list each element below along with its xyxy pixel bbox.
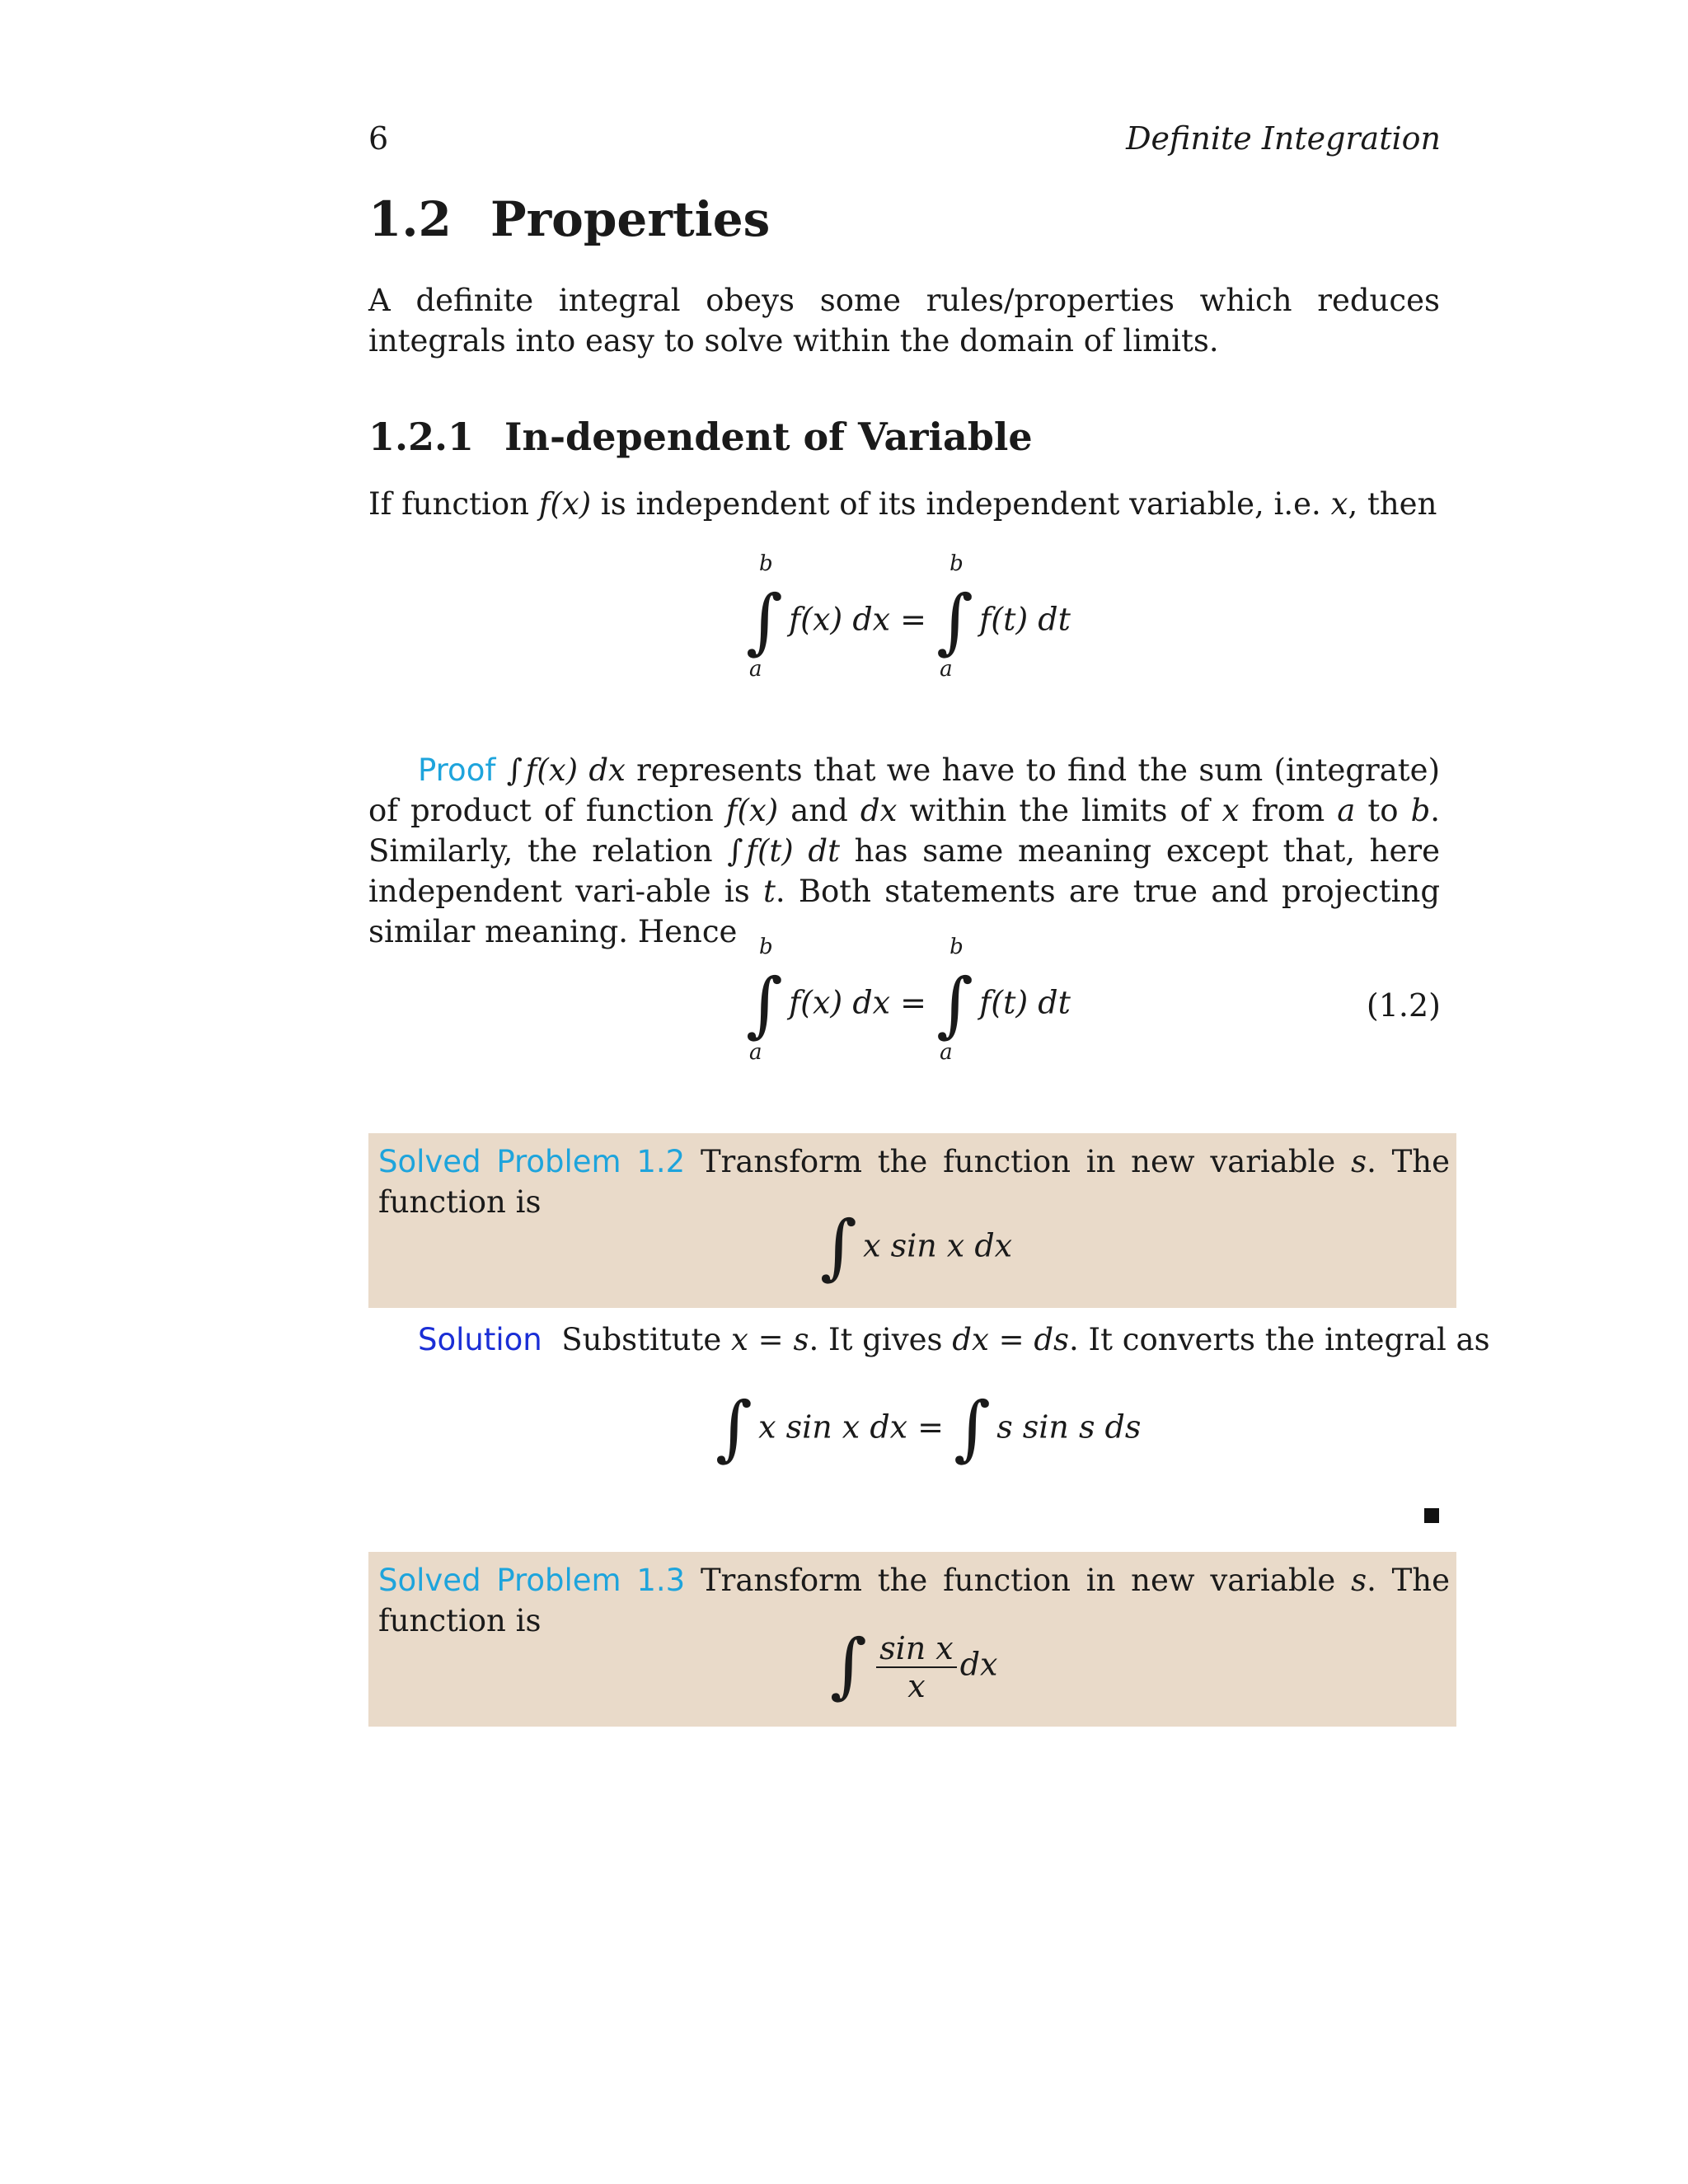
solution-math: x = s xyxy=(731,1322,809,1357)
proof-math: b xyxy=(1410,793,1431,828)
lower-limit: a xyxy=(940,657,953,682)
integral-sign: ∫ xyxy=(715,1387,753,1469)
section-title: Properties xyxy=(490,191,771,247)
section-heading xyxy=(368,191,770,247)
equation-2 xyxy=(746,935,1071,1065)
problem-text: . The function is xyxy=(378,1144,1450,1220)
proof-math: a xyxy=(1337,793,1356,828)
subsection-heading xyxy=(368,415,1033,459)
proof-math: f(x) dx xyxy=(525,752,626,788)
fraction-denominator: x xyxy=(907,1668,926,1704)
solution-text: Substitute xyxy=(561,1322,732,1357)
equation-rhs: s sin s ds xyxy=(996,1408,1142,1446)
solved-problem-box xyxy=(368,1552,1456,1727)
upper-limit: b xyxy=(759,935,773,959)
equation-lhs: f(x) dx = xyxy=(789,601,926,638)
lead-paragraph xyxy=(368,484,1440,524)
proof-text: . Similarly, the relation xyxy=(368,793,1441,869)
proof-text: has same meaning except that, here independent vari-able is xyxy=(368,833,1440,909)
lower-limit: a xyxy=(749,1040,762,1065)
proof-text: . Both statements are true and projecting similar meaning. Hence xyxy=(368,874,1441,949)
intro-paragraph: A definite integral obeys some rules/properties which reduces integrals into easy to solve within the domain of limits. xyxy=(368,283,1440,359)
fraction xyxy=(876,1630,957,1704)
problem-variable: s xyxy=(1351,1563,1367,1598)
lead-math-fx: f(x) xyxy=(538,486,592,522)
solved-problem-box xyxy=(368,1133,1456,1308)
problem-integral xyxy=(830,1624,998,1707)
integral-sign: ∫ b a xyxy=(746,551,783,682)
problem-statement xyxy=(378,1141,1450,1222)
problem-statement xyxy=(378,1560,1450,1641)
lead-text: , then xyxy=(1348,486,1437,522)
integral-sign: ∫ b a xyxy=(746,935,783,1065)
problem-label: Solved Problem 1.3 xyxy=(378,1563,686,1598)
solution-text: . It converts the integral as xyxy=(1069,1322,1490,1357)
differential: dx xyxy=(959,1646,998,1683)
qed-square-icon xyxy=(1424,1508,1439,1523)
proof-text: and xyxy=(778,793,860,828)
integrand: x sin x dx xyxy=(863,1227,1013,1264)
problem-text: . The function is xyxy=(378,1563,1450,1638)
equation-number: (1.2) xyxy=(1366,987,1441,1024)
problem-text: Transform the function in new variable xyxy=(685,1563,1352,1598)
lead-math-x: x xyxy=(1330,486,1348,522)
integral-sign: ∫ b a xyxy=(936,935,973,1065)
problem-label: Solved Problem 1.2 xyxy=(378,1144,686,1179)
proof-label: Proof xyxy=(418,752,496,788)
section-number: 1.2 xyxy=(368,191,452,247)
lead-text: is independent of its independent variable, i.e. xyxy=(591,486,1331,522)
subsection-title: In-dependent of Variable xyxy=(504,415,1033,459)
problem-variable: s xyxy=(1351,1144,1367,1179)
lead-text: If function xyxy=(368,486,539,522)
proof-math: t xyxy=(762,874,776,909)
upper-limit: b xyxy=(950,935,964,959)
integral-sign: ∫ b a xyxy=(936,551,973,682)
subsection-number: 1.2.1 xyxy=(368,415,475,459)
problem-integral xyxy=(820,1206,1013,1288)
proof-text: to xyxy=(1355,793,1411,828)
equation-lhs: f(x) dx = xyxy=(789,984,926,1021)
solution-math: dx = ds xyxy=(952,1322,1070,1357)
proof-math: f(x) xyxy=(725,793,779,828)
proof-text: represents that we have to find the sum (integrate) of product of function xyxy=(368,752,1441,828)
proof-math: dx xyxy=(860,793,898,828)
problem-text: Transform the function in new variable xyxy=(685,1144,1352,1179)
proof-text: from xyxy=(1239,793,1338,828)
proof-text: within the limits of xyxy=(897,793,1222,828)
solution-text: . It gives xyxy=(809,1322,953,1357)
proof-paragraph: Proof ∫ f(x) dx represents that we have to find the sum (integrate) of product of function f(x) and dx within the limits of x from a to b. Similarly, the relation ∫ f(t) dt has same meaning except that, here independent vari-able is t. Both statements are true and projecting similar meaning. Hence xyxy=(368,752,1441,949)
solution-label: Solution xyxy=(418,1322,542,1357)
equation-1 xyxy=(746,551,1071,682)
upper-limit: b xyxy=(759,551,773,576)
solution-equation xyxy=(715,1387,1142,1469)
proof-math: x xyxy=(1221,793,1240,828)
integral-sign: ∫ xyxy=(954,1387,991,1469)
equation-rhs: f(t) dt xyxy=(979,601,1071,638)
integral-sign: ∫ xyxy=(830,1624,867,1707)
running-title: Definite Integration xyxy=(1126,120,1441,157)
page-number: 6 xyxy=(368,120,389,157)
upper-limit: b xyxy=(950,551,964,576)
fraction-numerator: sin x xyxy=(876,1630,957,1668)
solution-line xyxy=(418,1322,1490,1357)
lower-limit: a xyxy=(940,1040,953,1065)
equation-rhs: f(t) dt xyxy=(979,984,1071,1021)
equation-lhs: x sin x dx = xyxy=(758,1408,944,1446)
integral-sign: ∫ xyxy=(820,1206,857,1288)
proof-math: f(t) dt xyxy=(746,833,840,869)
lower-limit: a xyxy=(749,657,762,682)
